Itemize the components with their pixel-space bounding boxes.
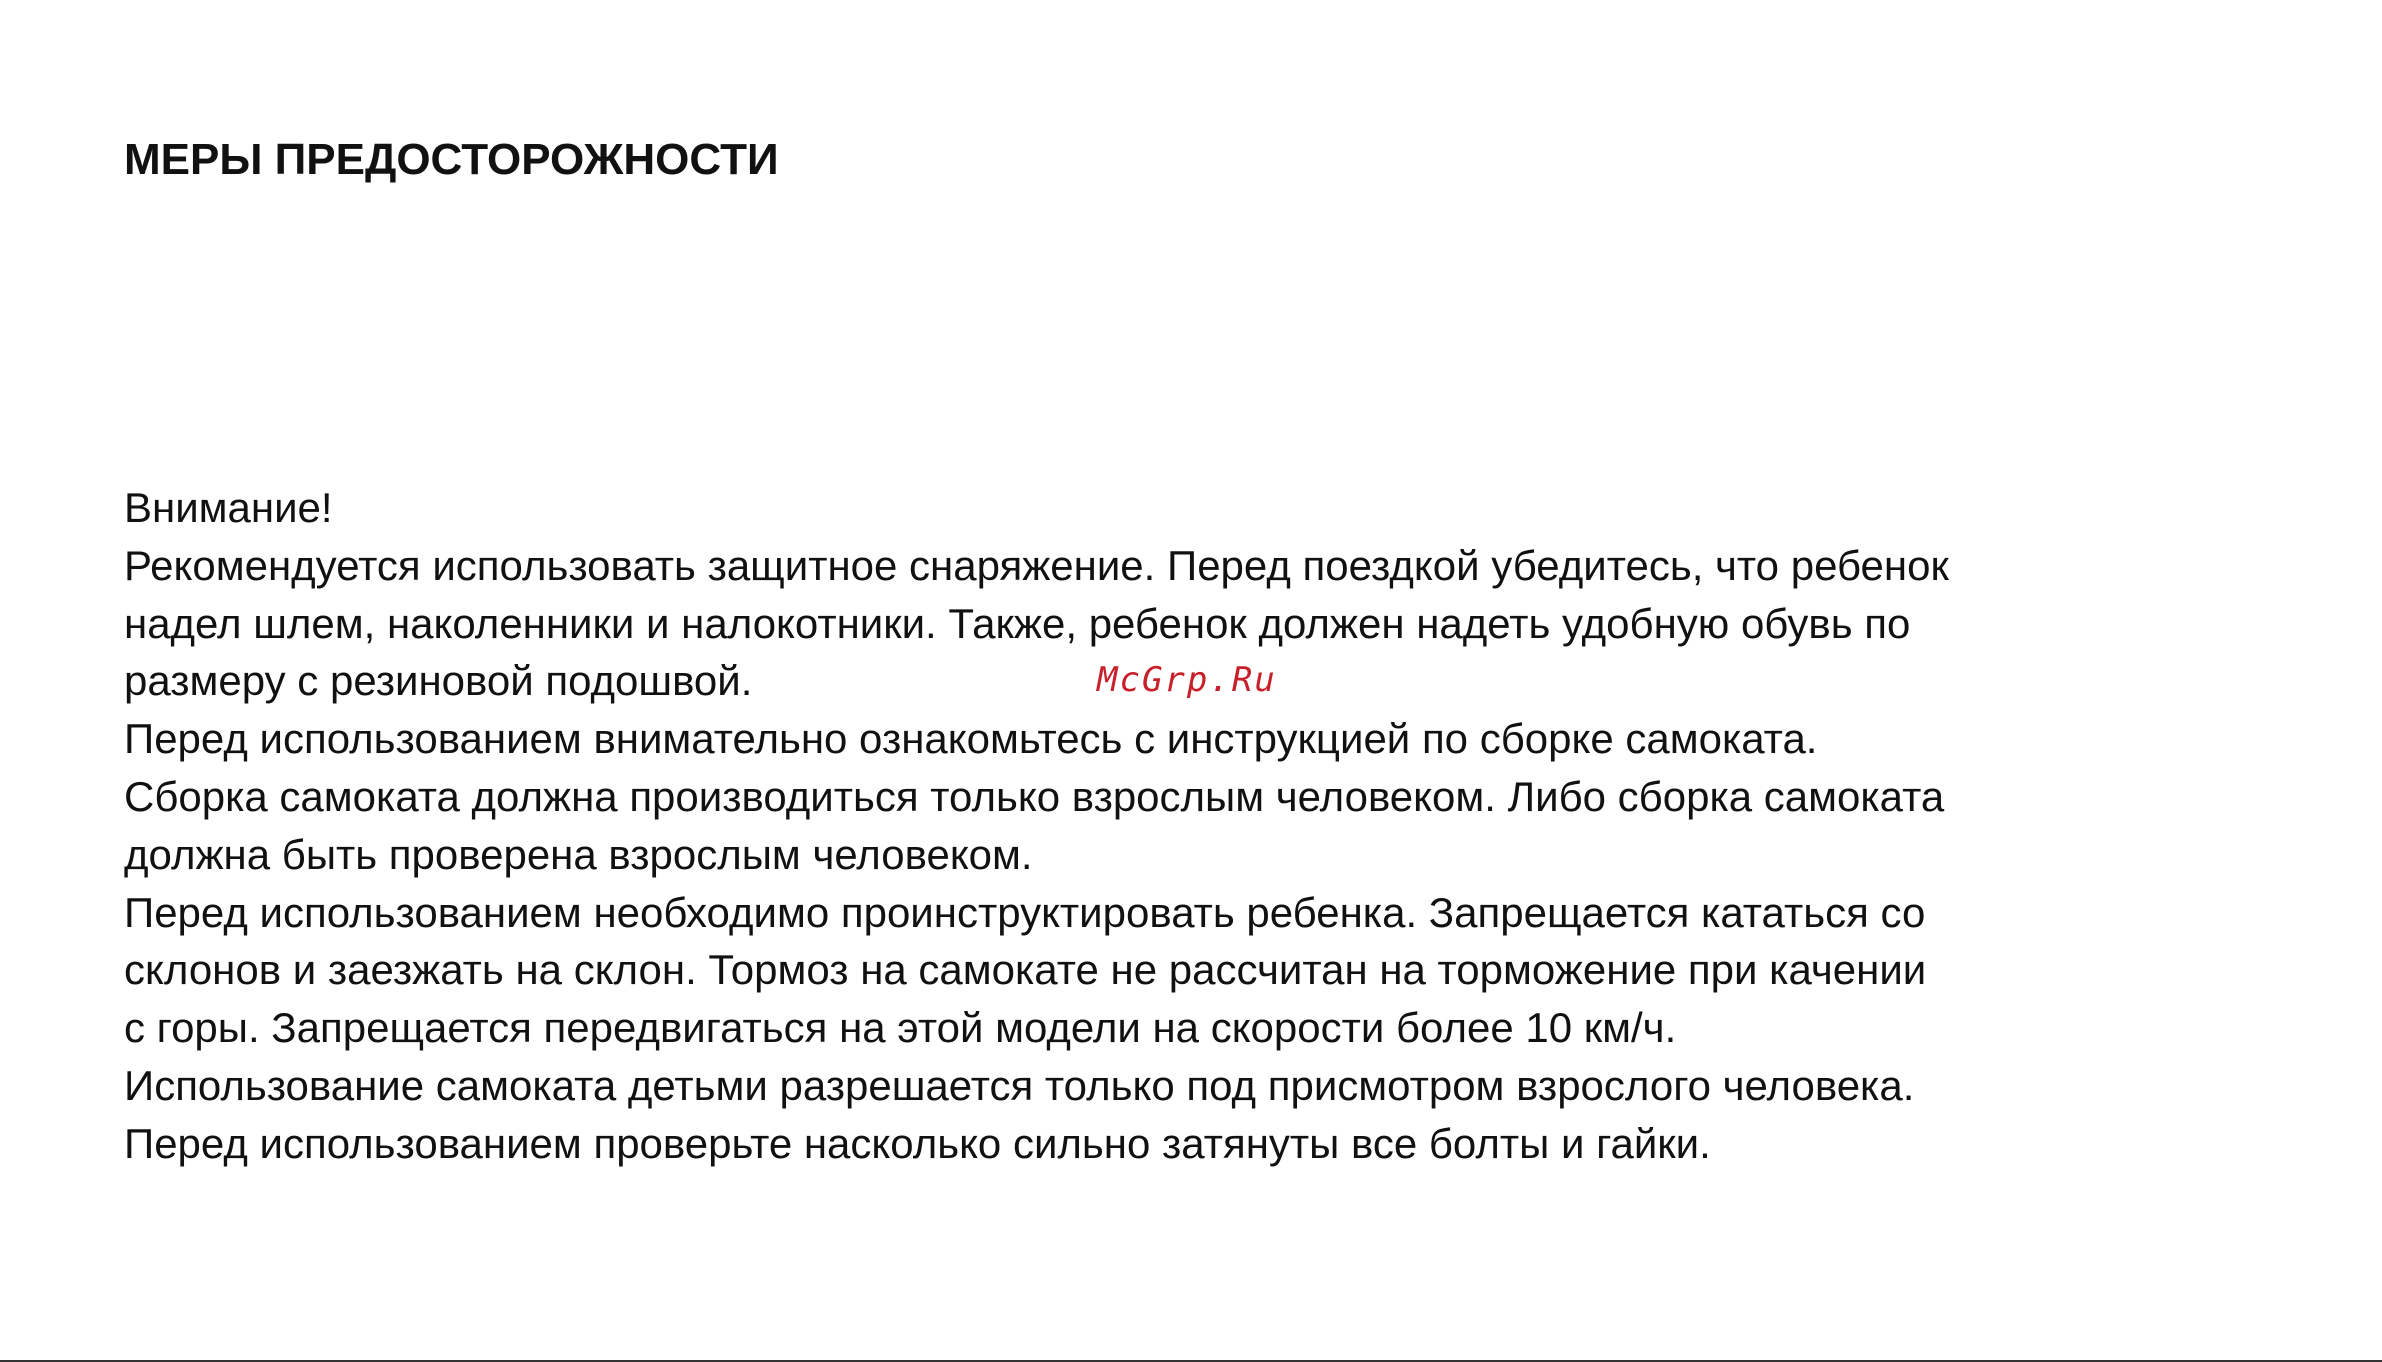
watermark-link: McGrp.Ru <box>1097 660 1277 700</box>
text-line: склонов и заезжать на склон. Тормоз на самокате не рассчитан на торможение при качении <box>124 946 1927 994</box>
text-line: Использование самоката детьми разрешается только под присмотром взрослого человека. <box>124 1061 1915 1109</box>
text-line: Сборка самоката должна производиться только взрослым человеком. Либо сборка самоката <box>124 772 1945 820</box>
text-line: с горы. Запрещается передвигаться на этой модели на скорости более 10 км/ч. <box>124 1004 1677 1052</box>
text-line: Внимание! <box>124 484 333 531</box>
text-line: должна быть проверена взрослым человеком. <box>124 830 1033 878</box>
text-line: размеру с резиновой подошвой. <box>124 657 753 705</box>
text-line: Перед использованием необходимо проинструктировать ребенка. Запрещается кататься со <box>124 888 1926 936</box>
text-line: надел шлем, наколенники и налокотники. Также, ребенок должен надеть удобную обувь по <box>124 599 1911 647</box>
page-title: МЕРЫ ПРЕДОСТОРОЖНОСТИ <box>124 135 779 184</box>
precautions-text <box>124 479 2244 1173</box>
text-line: Перед использованием проверьте насколько сильно затянуты все болты и гайки. <box>124 1119 1711 1167</box>
text-line: Рекомендуется использовать защитное снаряжение. Перед поездкой убедитесь, что ребенок <box>124 541 1949 589</box>
text-line: Перед использованием внимательно ознакомьтесь с инструкцией по сборке самоката. <box>124 715 1818 763</box>
